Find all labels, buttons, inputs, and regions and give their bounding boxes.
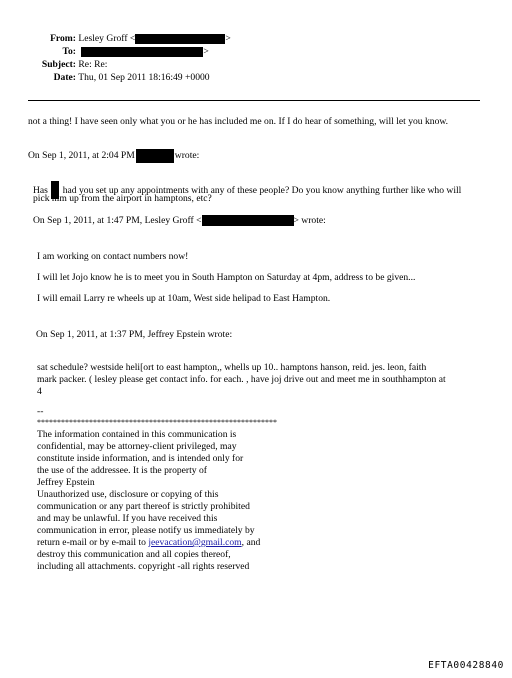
quote2-p2: I will let Jojo know he is to meet you in South Hampton on Saturday at 4pm, address to be given... [37, 272, 416, 283]
disclaimer-line: and may be unlawful. If you have received this [37, 513, 218, 524]
reply-text: not a thing! I have seen only what you or he has included me on. If I do hear of something, will let you know. [28, 116, 449, 127]
disclaimer-line: Unauthorized use, disclosure or copying of this [37, 489, 219, 500]
from-label: From: [50, 33, 76, 44]
from-value: Lesley Groff < [78, 33, 136, 44]
disclaimer-line: communication in error, please notify us immediately by [37, 525, 255, 536]
quote1-header [28, 149, 199, 163]
quote1-has: Has [33, 185, 48, 196]
disclaimer-line: communication or any part thereof is strictly prohibited [37, 501, 250, 512]
date-label: Date: [53, 72, 76, 83]
header-subject [36, 59, 107, 71]
signature-stars: ************************************************************ [37, 418, 277, 427]
return-prefix: return e-mail or by e-mail to [37, 537, 149, 548]
quote2-p1: I am working on contact numbers now! [37, 251, 189, 262]
subject-label: Subject: [41, 59, 76, 70]
to-label: To: [62, 46, 76, 57]
quote2-p3: I will email Larry re wheels up at 10am, West side helipad to East Hampton. [37, 293, 331, 304]
to-close: > [203, 46, 209, 57]
redacted-email [135, 34, 225, 44]
disclaimer-line: Jeffrey Epstein [37, 477, 95, 488]
quote2-header [33, 215, 326, 227]
header-from [36, 33, 231, 45]
disclaimer-line: The information contained in this communication is [37, 429, 237, 440]
quote3-line2: mark packer. ( lesley please get contact info. for each. , have joj drive out and meet me in southhampton at [37, 374, 446, 385]
disclaimer-line: the use of the addressee. It is the property of [37, 465, 207, 476]
return-suffix: , and [241, 537, 261, 548]
date-value: Thu, 01 Sep 2011 18:16:49 +0000 [78, 72, 210, 83]
document-id: EFTA00428840 [428, 660, 504, 672]
header-to [36, 46, 209, 58]
quote1-line2: pick him up from the airport in hamptons, etc? [33, 193, 212, 204]
subject-value: Re: Re: [78, 59, 108, 70]
quote1-question: had you set up any appointments with any of these people? Do you know anything further like who will [62, 185, 462, 196]
disclaimer-line: including all attachments. copyright -all rights reserved [37, 561, 250, 572]
email-link[interactable]: jeevacation@gmail.com [148, 537, 242, 548]
disclaimer-line: constitute inside information, and is intended only for [37, 453, 244, 464]
disclaimer-line: confidential, may be attorney-client privileged, may [37, 441, 237, 452]
header-divider [28, 100, 480, 101]
signature-dashes: -- [37, 406, 44, 417]
quote3-line3: 4 [37, 386, 42, 397]
quote1-prefix: On Sep 1, 2011, at 2:04 PM [28, 150, 135, 162]
redacted-sender [136, 149, 174, 163]
from-close: > [225, 33, 231, 44]
redacted-email [202, 215, 294, 226]
redacted-recipient [81, 47, 203, 57]
quote3-line1: sat schedule? westside heli[ort to east hampton,, whells up 10.. hamptons hanson, reid. jes. leon, faith [37, 362, 427, 373]
disclaimer-line: destroy this communication and all copies thereof, [37, 549, 231, 560]
disclaimer-return-line [37, 537, 260, 549]
quote1-suffix: wrote: [174, 150, 200, 162]
quote2-prefix: On Sep 1, 2011, at 1:47 PM, Lesley Groff < [33, 215, 202, 226]
quote2-suffix: > wrote: [293, 215, 326, 226]
header-date [36, 72, 210, 84]
quote3-header: On Sep 1, 2011, at 1:37 PM, Jeffrey Epstein wrote: [36, 329, 233, 340]
